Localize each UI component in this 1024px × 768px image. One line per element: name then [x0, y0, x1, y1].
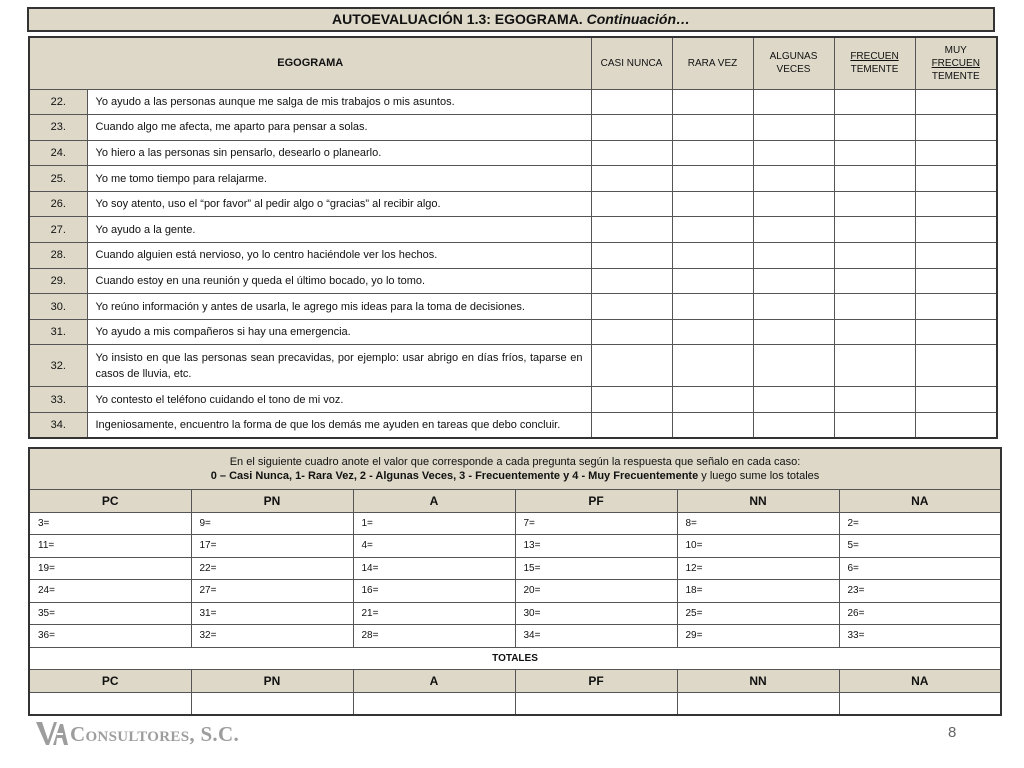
header-muy-line1: MUY [944, 44, 967, 56]
answer-cell[interactable] [591, 140, 672, 166]
question-number: 29. [29, 268, 87, 294]
answer-cell[interactable] [753, 191, 834, 217]
answer-cell[interactable] [591, 243, 672, 269]
answer-cell[interactable] [915, 387, 997, 413]
scoring-cell[interactable]: 7= [515, 512, 677, 535]
question-number: 25. [29, 166, 87, 192]
answer-cell[interactable] [834, 268, 915, 294]
question-number: 27. [29, 217, 87, 243]
answer-cell[interactable] [672, 319, 753, 345]
answer-cell[interactable] [672, 191, 753, 217]
question-row [29, 115, 997, 141]
question-number: 24. [29, 140, 87, 166]
scoring-row [29, 602, 1001, 625]
totales-label: TOTALES [29, 647, 1001, 670]
question-row [29, 294, 997, 320]
scoring-cell[interactable]: 34= [515, 625, 677, 648]
question-number: 28. [29, 243, 87, 269]
answer-cell[interactable] [753, 89, 834, 115]
answer-cell[interactable] [672, 166, 753, 192]
totales-input-row [29, 693, 1001, 716]
answer-cell[interactable] [753, 268, 834, 294]
answer-cell[interactable] [591, 294, 672, 320]
answer-cell[interactable] [834, 191, 915, 217]
answer-cell[interactable] [915, 140, 997, 166]
answer-cell[interactable] [591, 319, 672, 345]
totales-cell[interactable] [191, 693, 353, 716]
question-text: Yo contesto el teléfono cuidando el tono de mi voz. [87, 387, 591, 413]
scoring-cell[interactable]: 17= [191, 535, 353, 558]
scoring-cell[interactable]: 21= [353, 602, 515, 625]
question-row [29, 413, 997, 439]
totales-cell[interactable] [353, 693, 515, 716]
scoring-cell[interactable]: 10= [677, 535, 839, 558]
scoring-cell[interactable]: 18= [677, 580, 839, 603]
scoring-cell[interactable]: 33= [839, 625, 1001, 648]
instruction-line1: En el siguiente cuadro anote el valor que corresponde a cada pregunta según la respuesta que señalo en cada caso: [229, 455, 801, 468]
totales-cell[interactable] [29, 693, 191, 716]
answer-cell[interactable] [915, 243, 997, 269]
totales-header-row [29, 670, 1001, 693]
answer-cell[interactable] [834, 140, 915, 166]
page-title [27, 7, 995, 32]
scoring-cell[interactable]: 15= [515, 557, 677, 580]
answer-cell[interactable] [915, 319, 997, 345]
scoring-column-header: NN [677, 489, 839, 512]
answer-cell[interactable] [672, 268, 753, 294]
scoring-column-header: NA [839, 489, 1001, 512]
scoring-cell[interactable]: 14= [353, 557, 515, 580]
answer-cell[interactable] [753, 345, 834, 387]
header-frecuentemente [834, 37, 915, 89]
question-number: 34. [29, 413, 87, 439]
totales-cell[interactable] [677, 693, 839, 716]
header-muy-line2: FRECUEN [931, 57, 980, 69]
answer-cell[interactable] [591, 268, 672, 294]
scoring-instructions [29, 448, 1001, 489]
answer-cell[interactable] [834, 217, 915, 243]
answer-cell[interactable] [591, 115, 672, 141]
company-logo [36, 716, 239, 746]
scoring-cell[interactable]: 4= [353, 535, 515, 558]
scoring-cell[interactable]: 2= [839, 512, 1001, 535]
scoring-cell[interactable]: 3= [29, 512, 191, 535]
question-text: Yo hiero a las personas sin pensarlo, desearlo o planearlo. [87, 140, 591, 166]
answer-cell[interactable] [915, 294, 997, 320]
header-frecuen-line2: TEMENTE [850, 64, 899, 76]
answer-cell[interactable] [753, 140, 834, 166]
header-muy-line3: TEMENTE [931, 70, 980, 82]
question-number: 33. [29, 387, 87, 413]
answer-cell[interactable] [834, 319, 915, 345]
scoring-cell[interactable]: 13= [515, 535, 677, 558]
answer-cell[interactable] [834, 115, 915, 141]
title-continuation: Continuación… [586, 11, 691, 27]
scoring-table [28, 447, 1002, 716]
answer-cell[interactable] [753, 243, 834, 269]
answer-cell[interactable] [915, 115, 997, 141]
egograma-header-row [29, 37, 997, 89]
answer-cell[interactable] [753, 413, 834, 439]
answer-cell[interactable] [591, 166, 672, 192]
question-number: 31. [29, 319, 87, 345]
header-casi-nunca: CASI NUNCA [591, 37, 672, 89]
brand-name: Consultores, S.C. [70, 722, 239, 746]
question-row [29, 89, 997, 115]
totales-cell[interactable] [839, 693, 1001, 716]
scoring-cell[interactable]: 16= [353, 580, 515, 603]
scoring-row [29, 580, 1001, 603]
scoring-cell[interactable]: 31= [191, 602, 353, 625]
scoring-column-header: PC [29, 489, 191, 512]
scoring-column-header: PN [191, 489, 353, 512]
header-algunas-line1: ALGUNAS [769, 51, 818, 63]
answer-cell[interactable] [672, 89, 753, 115]
scoring-cell[interactable]: 11= [29, 535, 191, 558]
answer-cell[interactable] [915, 166, 997, 192]
answer-cell[interactable] [672, 217, 753, 243]
answer-cell[interactable] [672, 345, 753, 387]
answer-cell[interactable] [672, 413, 753, 439]
answer-cell[interactable] [672, 294, 753, 320]
totales-column-header: PN [191, 670, 353, 693]
title-main: AUTOEVALUACIÓN 1.3: EGOGRAMA. [331, 11, 583, 27]
question-row [29, 243, 997, 269]
answer-cell[interactable] [753, 387, 834, 413]
question-row [29, 217, 997, 243]
scoring-cell[interactable]: 1= [353, 512, 515, 535]
scoring-cell[interactable]: 24= [29, 580, 191, 603]
answer-cell[interactable] [672, 115, 753, 141]
question-row [29, 268, 997, 294]
question-row [29, 191, 997, 217]
answer-cell[interactable] [753, 166, 834, 192]
question-text: Yo ayudo a mis compañeros si hay una emergencia. [87, 319, 591, 345]
totales-column-header: A [353, 670, 515, 693]
egograma-table [28, 36, 998, 439]
answer-cell[interactable] [672, 140, 753, 166]
question-text: Yo me tomo tiempo para relajarme. [87, 166, 591, 192]
question-text: Cuando algo me afecta, me aparto para pensar a solas. [87, 115, 591, 141]
answer-cell[interactable] [753, 115, 834, 141]
question-row [29, 140, 997, 166]
scoring-row [29, 625, 1001, 648]
scoring-cell[interactable]: 5= [839, 535, 1001, 558]
scoring-cell[interactable]: 26= [839, 602, 1001, 625]
answer-cell[interactable] [915, 89, 997, 115]
scoring-header-row [29, 489, 1001, 512]
answer-cell[interactable] [915, 217, 997, 243]
question-text: Yo insisto en que las personas sean precavidas, por ejemplo: usar abrigo en días fríos, taparse en casos de lluvia, etc. [87, 345, 591, 387]
question-number: 30. [29, 294, 87, 320]
answer-cell[interactable] [591, 191, 672, 217]
header-rara-vez: RARA VEZ [672, 37, 753, 89]
answer-cell[interactable] [672, 243, 753, 269]
answer-cell[interactable] [591, 413, 672, 439]
scoring-cell[interactable]: 12= [677, 557, 839, 580]
header-muy-frecuentemente [915, 37, 997, 89]
question-text: Ingeniosamente, encuentro la forma de que los demás me ayuden en tareas que debo concluir. [87, 413, 591, 439]
scoring-cell[interactable]: 9= [191, 512, 353, 535]
scoring-column-header: A [353, 489, 515, 512]
question-text: Yo soy atento, uso el “por favor” al pedir algo o “gracias” al recibir algo. [87, 191, 591, 217]
question-text: Cuando estoy en una reunión y queda el último bocado, yo lo tomo. [87, 268, 591, 294]
question-text: Yo reúno información y antes de usarla, le agrego mis ideas para la toma de decisiones. [87, 294, 591, 320]
totales-column-header: PC [29, 670, 191, 693]
totales-column-header: NA [839, 670, 1001, 693]
header-frecuen-line1: FRECUEN [850, 51, 899, 63]
scoring-cell[interactable]: 27= [191, 580, 353, 603]
instruction-tail: y luego sume los totales [698, 469, 820, 482]
egograma-header: EGOGRAMA [29, 37, 591, 89]
scoring-cell[interactable]: 20= [515, 580, 677, 603]
scoring-cell[interactable]: 8= [677, 512, 839, 535]
scoring-column-header: PF [515, 489, 677, 512]
answer-cell[interactable] [834, 345, 915, 387]
answer-cell[interactable] [753, 294, 834, 320]
totales-cell[interactable] [515, 693, 677, 716]
header-algunas-line2: VECES [776, 64, 811, 76]
page-number: 8 [948, 724, 957, 741]
answer-cell[interactable] [672, 387, 753, 413]
question-text: Yo ayudo a las personas aunque me salga de mis trabajos o mis asuntos. [87, 89, 591, 115]
scoring-cell[interactable]: 23= [839, 580, 1001, 603]
scoring-cell[interactable]: 32= [191, 625, 353, 648]
totales-column-header: NN [677, 670, 839, 693]
scoring-row [29, 535, 1001, 558]
question-row [29, 166, 997, 192]
totales-column-header: PF [515, 670, 677, 693]
answer-cell[interactable] [834, 294, 915, 320]
question-number: 22. [29, 89, 87, 115]
answer-cell[interactable] [591, 387, 672, 413]
question-text: Cuando alguien está nervioso, yo lo centro haciéndole ver los hechos. [87, 243, 591, 269]
answer-cell[interactable] [591, 89, 672, 115]
answer-cell[interactable] [915, 268, 997, 294]
scoring-cell[interactable]: 35= [29, 602, 191, 625]
answer-cell[interactable] [915, 191, 997, 217]
scoring-row [29, 512, 1001, 535]
answer-cell[interactable] [915, 345, 997, 387]
scoring-cell[interactable]: 29= [677, 625, 839, 648]
question-number: 26. [29, 191, 87, 217]
header-algunas-veces [753, 37, 834, 89]
answer-cell[interactable] [834, 89, 915, 115]
answer-cell[interactable] [591, 345, 672, 387]
answer-cell[interactable] [753, 217, 834, 243]
answer-cell[interactable] [834, 387, 915, 413]
question-number: 32. [29, 345, 87, 387]
answer-cell[interactable] [753, 319, 834, 345]
va-monogram-icon [36, 720, 68, 746]
question-row [29, 387, 997, 413]
answer-cell[interactable] [834, 243, 915, 269]
question-row [29, 319, 997, 345]
scoring-cell[interactable]: 19= [29, 557, 191, 580]
scoring-cell[interactable]: 36= [29, 625, 191, 648]
scoring-row [29, 557, 1001, 580]
answer-cell[interactable] [591, 217, 672, 243]
question-text: Yo ayudo a la gente. [87, 217, 591, 243]
scoring-cell[interactable]: 22= [191, 557, 353, 580]
scoring-cell[interactable]: 28= [353, 625, 515, 648]
question-row [29, 345, 997, 387]
scoring-cell[interactable]: 25= [677, 602, 839, 625]
scoring-cell[interactable]: 6= [839, 557, 1001, 580]
instruction-scale: 0 – Casi Nunca, 1- Rara Vez, 2 - Algunas Veces, 3 - Frecuentemente y 4 - Muy Frecuentemente [210, 469, 699, 482]
answer-cell[interactable] [834, 413, 915, 439]
scoring-cell[interactable]: 30= [515, 602, 677, 625]
answer-cell[interactable] [834, 166, 915, 192]
question-number: 23. [29, 115, 87, 141]
answer-cell[interactable] [915, 413, 997, 439]
